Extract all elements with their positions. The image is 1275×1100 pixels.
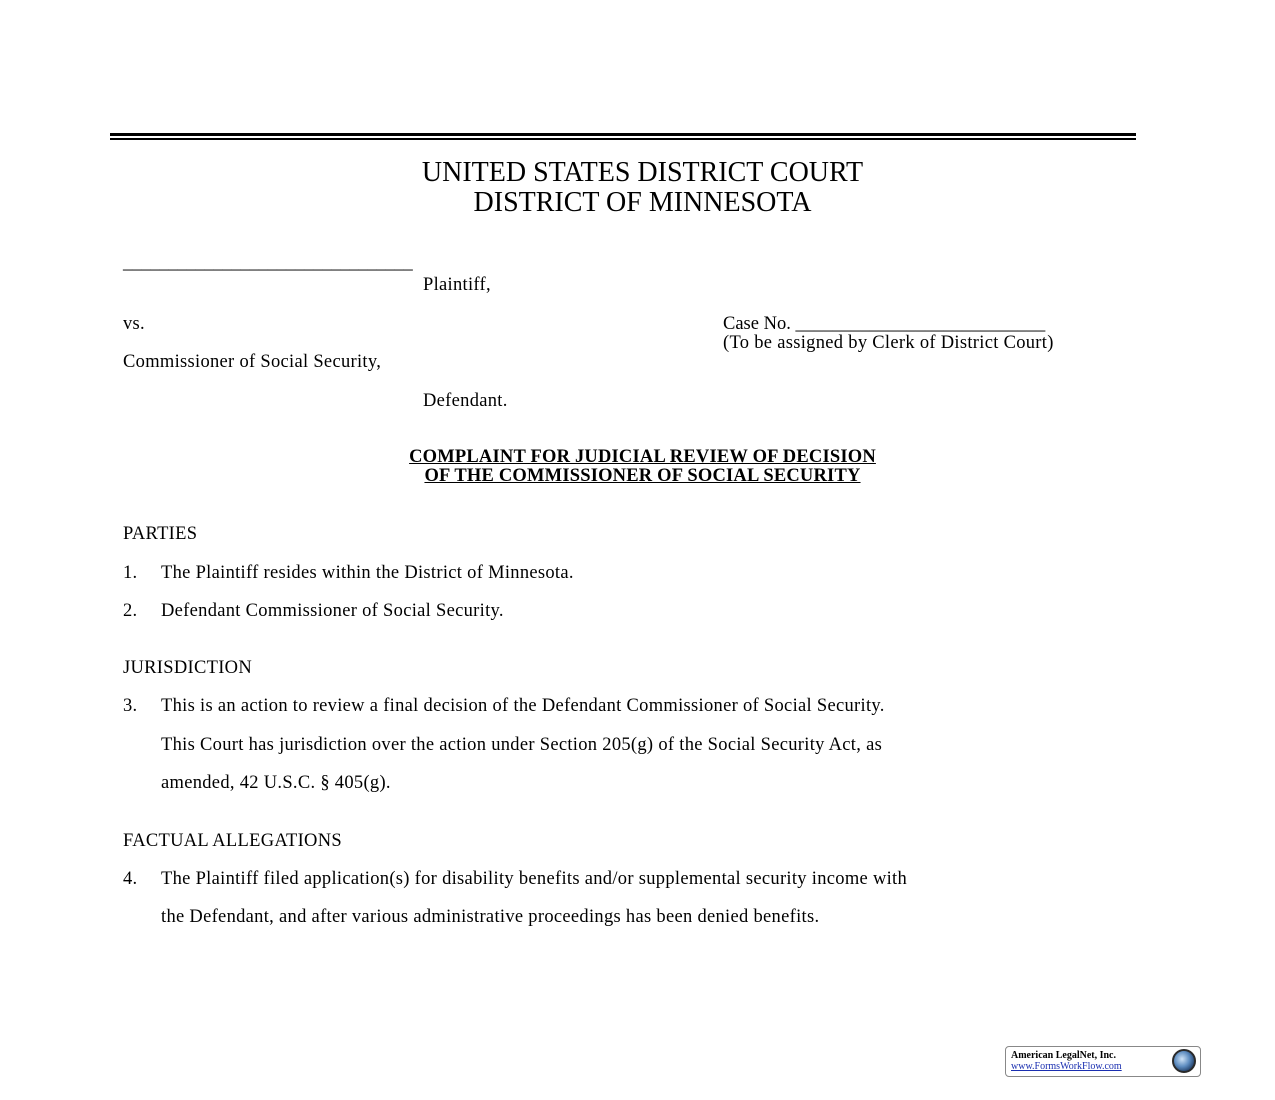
case-number-field[interactable]: Case No. ___________________________ bbox=[723, 314, 1046, 334]
case-number-note: (To be assigned by Clerk of District Court) bbox=[723, 333, 1054, 353]
logo-url-link[interactable]: www.FormsWorkFlow.com bbox=[1011, 1061, 1122, 1072]
plaintiff-name-blank[interactable]: ________________________________ bbox=[123, 253, 413, 273]
jurisdiction-line-1: This is an action to review a final decision of the Defendant Commissioner of Social Security. bbox=[161, 696, 885, 716]
logo-company-name: American LegalNet, Inc. bbox=[1011, 1050, 1116, 1061]
complaint-title-line1: COMPLAINT FOR JUDICIAL REVIEW OF DECISION bbox=[409, 447, 876, 467]
court-district: DISTRICT OF MINNESOTA bbox=[473, 187, 812, 218]
facts-line-2: the Defendant, and after various administrative proceedings has been denied benefits. bbox=[161, 907, 820, 927]
section-heading-facts: FACTUAL ALLEGATIONS bbox=[123, 831, 342, 851]
header-rule-bottom bbox=[110, 138, 1136, 140]
parties-item-2: Defendant Commissioner of Social Security. bbox=[161, 601, 504, 621]
versus-label: vs. bbox=[123, 314, 145, 334]
jurisdiction-line-2: This Court has jurisdiction over the action under Section 205(g) of the Social Security Act, as bbox=[161, 735, 883, 755]
item-number: 3. bbox=[123, 696, 138, 716]
facts-line-1: The Plaintiff filed application(s) for disability benefits and/or supplemental security income with bbox=[161, 869, 908, 889]
item-number: 2. bbox=[123, 601, 138, 621]
item-number: 4. bbox=[123, 869, 138, 889]
parties-item-1: The Plaintiff resides within the District of Minnesota. bbox=[161, 563, 574, 583]
defendant-name: Commissioner of Social Security, bbox=[123, 352, 382, 372]
plaintiff-label: Plaintiff, bbox=[423, 275, 491, 295]
jurisdiction-line-3: amended, 42 U.S.C. § 405(g). bbox=[161, 773, 391, 793]
header-rule-top bbox=[110, 133, 1136, 136]
globe-icon bbox=[1172, 1049, 1196, 1073]
complaint-title-line2: OF THE COMMISSIONER OF SOCIAL SECURITY bbox=[424, 466, 861, 486]
section-heading-parties: PARTIES bbox=[123, 524, 198, 544]
item-number: 1. bbox=[123, 563, 138, 583]
legalnet-logo-badge[interactable] bbox=[1005, 1046, 1201, 1077]
court-name: UNITED STATES DISTRICT COURT bbox=[421, 157, 864, 188]
defendant-label: Defendant. bbox=[423, 391, 508, 411]
section-heading-jurisdiction: JURISDICTION bbox=[123, 658, 252, 678]
